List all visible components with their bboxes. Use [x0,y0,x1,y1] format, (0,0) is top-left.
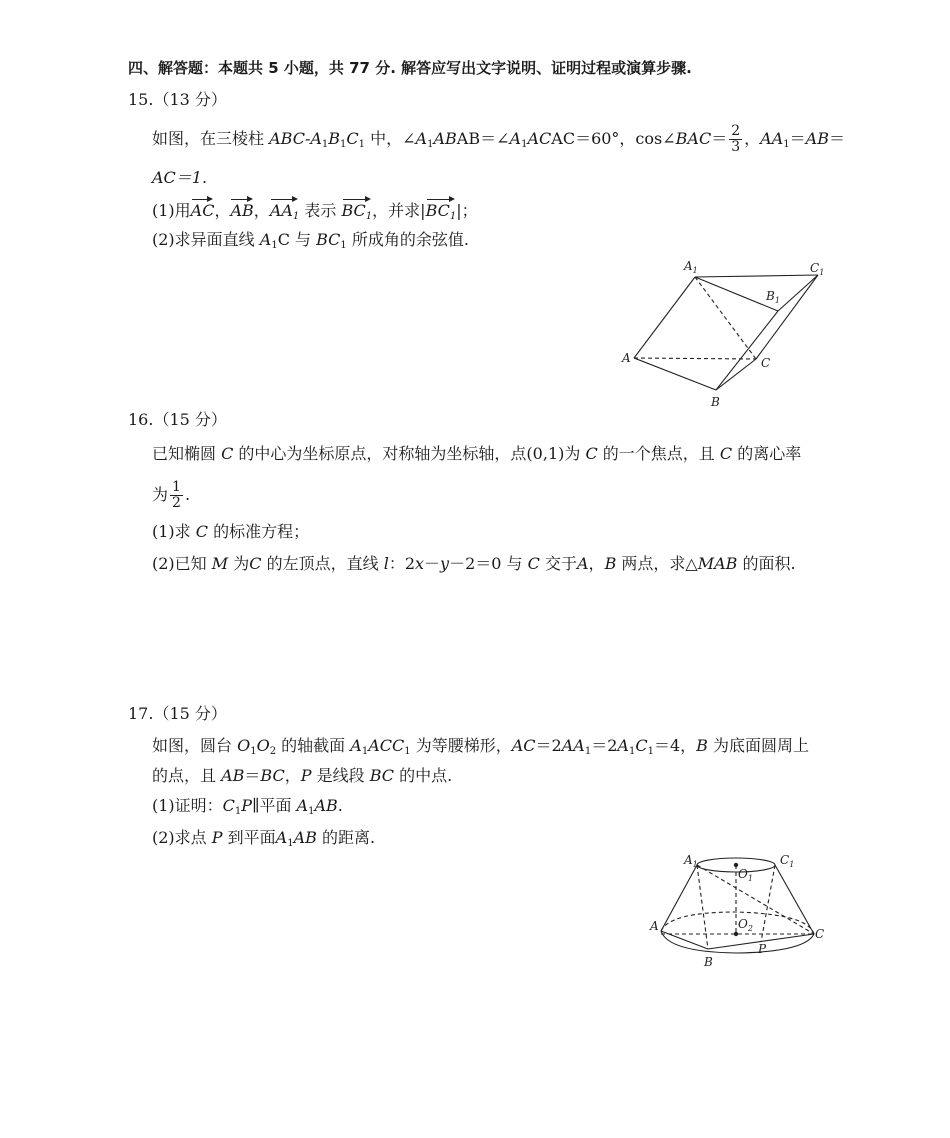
fig17-label-p: P [758,942,767,956]
fig17-label-c1: $C_1$ [780,853,795,869]
q17-frustum-figure [640,848,840,973]
fig15-label-a1: $A_1$ [684,259,698,275]
q15-part2: (2)求异面直线 $A_1C$ 与 $BC_1$ 所成角的余弦值. [152,230,469,251]
fig15-label-a: A [622,351,631,365]
q15-number: 15.（13 分） [128,90,227,109]
q15-fraction: $\frac{2}{3}$ [731,123,741,155]
fig17-label-a: A [650,919,659,933]
q16-part1: (1)求 C 的标准方程； [152,522,310,541]
fig17-label-b: B [704,955,713,969]
q16-stem-line2: 为 $\frac{1}{2}$ . [152,479,191,511]
q17-part1: (1)证明：$C_1P\parallel$平面 $A_1AB$. [152,796,343,817]
fig17-center-o2 [734,932,738,936]
fig15-label-b1: $B_1$ [766,289,780,305]
q15-stem-line2: AC＝1. [152,168,208,187]
q16-part2: (2)已知 M 为C 的左顶点，直线 l：2x－y－2＝0 与 C 交于A，B 两点，求△MAB 的面积. [152,554,796,573]
fig17-label-o2: $O_2$ [738,917,753,933]
q17-part2: (2)求点 P 到平面$A_1AB$ 的距离. [152,828,376,849]
fig15-label-b: B [711,395,720,409]
q16-number: 16.（15 分） [128,410,227,429]
q17-number: 17.（15 分） [128,704,227,723]
fig15-label-c: C [761,356,771,370]
q15-part1: (1)用AC，AB，$AA_1$ 表示 $BC_1$，并求$|BC_1|$； [152,196,478,223]
fig17-label-c: C [815,927,825,941]
q17-stem-line1: 如图，圆台 $O_1O_2$ 的轴截面 $A_1ACC_1$ 为等腰梯形，$AC=2AA_1=2A_1C_1=4$，B 为底面圆周上 [152,736,809,757]
q15-prism-figure [610,255,840,415]
q16-fraction: $\frac{1}{2}$ [172,479,181,511]
q15-stem-line1: 如图，在三棱柱 ABC-$A_1B_1C_1$ 中，$\angle A_1ABAB=\angle A_1ACAC=60^\circ$，cos∠BAC＝ $\frac{2}{3}$ ，$AA_1=AB=$ [152,123,845,155]
fig17-label-a1: $A_1$ [684,853,698,869]
section-header: 四、解答题：本题共 5 小题，共 77 分. 解答应写出文字说明、证明过程或演算步骤. [128,59,692,77]
q16-stem-line1: 已知椭圆 C 的中心为坐标原点，对称轴为坐标轴，点(0,1)为 C 的一个焦点，且 C 的离心率 [152,444,802,463]
fig15-label-c1: $C_1$ [810,261,825,277]
q17-stem-line2: 的点，且 AB＝BC，P 是线段 BC 的中点. [152,766,453,785]
fig17-label-o1: $O_1$ [738,867,753,883]
